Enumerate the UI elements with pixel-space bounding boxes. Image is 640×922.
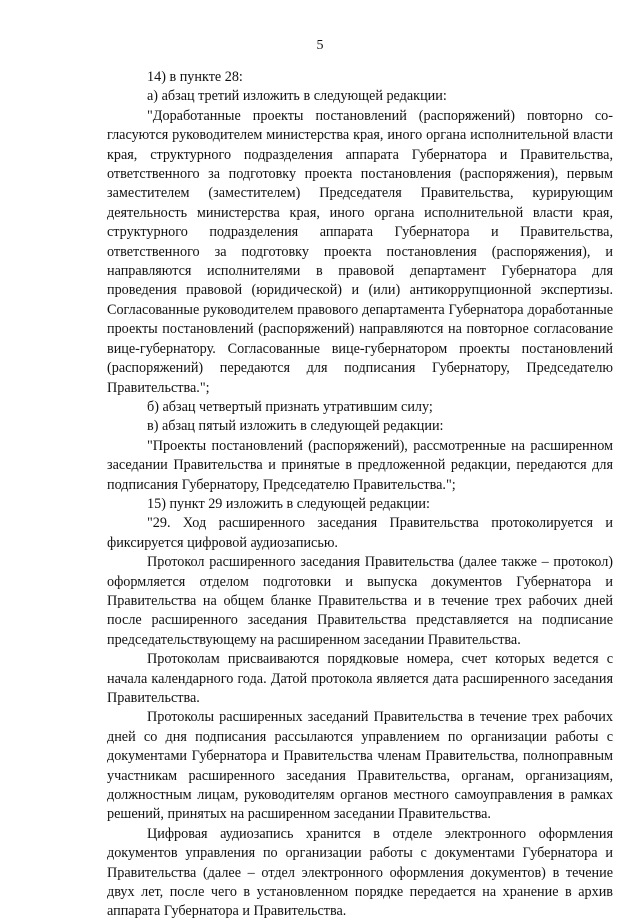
paragraph-point-29: "29. Ход расширенного заседания Правительства протоколируется и фиксируется цифровой аудиозаписью. xyxy=(107,515,613,551)
page-number: 5 xyxy=(316,38,324,53)
paragraph-item-15: 15) пункт 29 изложить в следующей редакции: xyxy=(147,495,430,512)
paragraph-subitem-v: в) абзац пятый изложить в следующей редакции: xyxy=(147,418,444,435)
paragraph-protocol-distribution: Протоколы расширенных заседаний Правительства в течение трех рабочих дней со дня подписания рассылаются управлением по организации работы с документами Губернатора и Правительства членам Правительства, полноправным участникам расширенного заседания Правительства, органам, организациям, должностным лицам, руководителям органов местного самоуправления в рамках решений, принятых на расширенном заседании Правительства. xyxy=(107,709,613,823)
paragraph-audio-storage: Цифровая аудиозапись хранится в отделе электронного оформления документов управления по организации работы с документами Губернатора и Правительства (далее – отдел электронного оформления документов) в течение двух лет, после чего в установленном порядке передается на хранение в архив аппарата Губернатора и Правительства. xyxy=(107,825,613,920)
paragraph-quote-drafts-considered: "Проекты постановлений (распоряжений), рассмотренные на расширенном заседании Правительства и принятые в предложенной редакции, передаются для подписания Губернатору, Председателю Правительства."; xyxy=(107,437,613,493)
paragraph-protocol-numbering: Протоколам присваиваются порядковые номера, счет которых ведется с начала календарного года. Датой протокола является дата расширенного заседания Правительства. xyxy=(107,651,613,706)
paragraph-subitem-a: а) абзац третий изложить в следующей редакции: xyxy=(147,88,447,105)
paragraph-quote-revised-drafts: "Доработанные проекты постановлений (распоряжений) повторно согласуются руководителем министерства края, иного органа исполнительной власти края, структурного подразделения аппарата Губернатора и Правительства, ответственного за подготовку проекта постановления (распоряжения), первым заместителем (заместителем) Председателя Правительства, курирующим деятельность министерства края, иного органа исполнительной власти края, структурного подразделения аппарата Губернатора и Правительства, ответственного за подготовку проекта постановления (распоряжения), и направляются исполнителями в правовой департамент Губернатора для проведения правовой (юридической) и (или) антикоррупционной экспертизы. Согласованные руководителем правового департамента Губернатора доработанные проекты постановлений (распоряжений) направляются на повторное согласование вице-губернатору. Согласованные вице-губернатором проекты постановлений (распоряжений) передаются для подписания Губернатору, Председателю Правительства."; xyxy=(107,107,613,396)
paragraph-protocol-preparation: Протокол расширенного заседания Правительства (далее также – протокол) оформляется отделом подготовки и выпуска документов Губернатора и Правительства на общем бланке Правительства и в течение трех рабочих дней после расширенного заседания Правительства представляется на подписание председательствующему на расширенном заседании Правительства. xyxy=(107,554,613,648)
paragraph-subitem-b: б) абзац четвертый признать утратившим силу; xyxy=(147,398,433,415)
document-body xyxy=(107,68,613,922)
paragraph-item-14: 14) в пункте 28: xyxy=(147,69,243,85)
